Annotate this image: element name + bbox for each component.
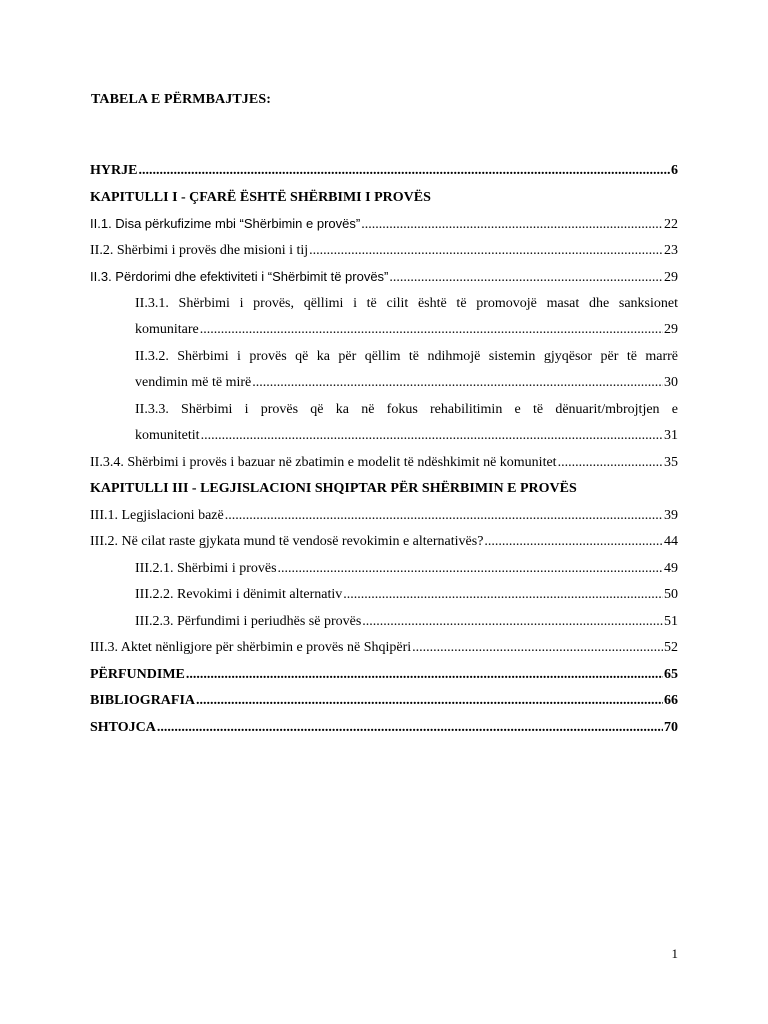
- toc-entry-label: II.2. Shërbimi i provës dhe misioni i tij: [90, 242, 309, 258]
- toc-entry-iii-2[interactable]: [90, 529, 678, 556]
- toc-entry-label: III.2. Në cilat raste gjykata mund të vendosë revokimin e alternativës?: [90, 534, 484, 549]
- toc-entry-label: II.1. Disa përkufizime mbi “Shërbimin e provës”: [90, 216, 361, 231]
- toc-entry-label-line2: komunitetit: [135, 428, 200, 443]
- toc-entry-label: III.2.3. Përfundimi i periudhës së provës: [135, 613, 362, 629]
- toc-entry-label: III.1. Legjislacioni bazë: [90, 507, 224, 523]
- toc-entry-label: HYRJE: [90, 163, 138, 178]
- toc-entry-ii-3[interactable]: [90, 264, 678, 291]
- leader-dots: [343, 582, 663, 609]
- toc-entry-shtojca[interactable]: [90, 715, 678, 742]
- toc-entry-page: 70: [664, 719, 678, 735]
- toc-entry-iii-2-1[interactable]: [90, 556, 678, 583]
- toc-entry-ii-1[interactable]: [90, 211, 678, 238]
- toc-entry-label: PËRFUNDIME: [90, 666, 185, 682]
- leader-dots: [225, 503, 663, 530]
- toc-entry-ii-2[interactable]: [90, 238, 678, 265]
- toc-entry-label-line2: komunitare: [135, 322, 199, 337]
- toc-entry-page: 65: [664, 666, 678, 682]
- toc-entry-page: 66: [664, 693, 678, 708]
- toc-entry-page: 30: [664, 375, 678, 390]
- toc-entry-label-line1: II.3.1. Shërbimi i provës, qëllimi i të cilit është të promovojë masat dhe sanksionet: [135, 295, 678, 311]
- leader-dots: [201, 423, 663, 450]
- toc-entry-page: 39: [664, 507, 678, 523]
- leader-dots: [138, 158, 670, 185]
- toc-entry-iii-3[interactable]: [90, 635, 678, 662]
- toc-entry-page: 23: [664, 242, 678, 258]
- toc-entry-label: II.3. Përdorimi dhe efektiviteti i “Shërbimit të provës”: [90, 269, 389, 284]
- toc-entry-label-line2: vendimin më të mirë: [135, 375, 252, 390]
- toc-entry-label: KAPITULLI III - LEGJISLACIONI SHQIPTAR PËR SHËRBIMIN E PROVËS: [90, 481, 577, 496]
- table-of-contents: [90, 158, 678, 741]
- toc-entry-iii-2-2[interactable]: [90, 582, 678, 609]
- leader-dots: [361, 212, 663, 238]
- leader-dots: [389, 265, 663, 291]
- toc-entry-page: 35: [664, 454, 678, 470]
- toc-entry-label-line1: II.3.3. Shërbimi i provës që ka në fokus rehabilitimin e të dënuarit/mbrojtjen e: [135, 401, 678, 417]
- toc-entry-label: KAPITULLI I - ÇFARË ËSHTË SHËRBIMI I PROVËS: [90, 189, 431, 205]
- toc-entry-label-line1: II.3.2. Shërbimi i provës që ka për qëllim të ndihmojë sistemin gjyqësor për të marrë: [135, 348, 678, 364]
- toc-entry-page: 31: [664, 428, 678, 443]
- toc-entry-label: SHTOJCA: [90, 719, 156, 735]
- toc-entry-bibliografia[interactable]: [90, 688, 678, 715]
- page-number: 1: [671, 946, 678, 961]
- leader-dots: [252, 370, 663, 397]
- toc-entry-page: 29: [664, 270, 678, 285]
- toc-entry-perfundime[interactable]: [90, 662, 678, 689]
- leader-dots: [200, 317, 663, 344]
- leader-dots: [157, 715, 663, 742]
- toc-entry-label: III.2.2. Revokimi i dënimit alternativ: [135, 587, 343, 602]
- toc-entry-page: 52: [664, 640, 678, 655]
- toc-title: TABELA E PËRMBAJTJES:: [91, 92, 271, 107]
- toc-entry-ii-3-2[interactable]: [90, 344, 678, 397]
- toc-entry-page: 49: [664, 560, 678, 576]
- toc-entry-page: 29: [664, 322, 678, 337]
- toc-entry-label: BIBLIOGRAFIA: [90, 693, 196, 708]
- toc-entry-ii-3-3[interactable]: [90, 397, 678, 450]
- toc-heading-kapitulli-iii[interactable]: [90, 476, 678, 503]
- toc-entry-ii-3-1[interactable]: [90, 291, 678, 344]
- toc-entry-page: 44: [664, 534, 678, 549]
- toc-entry-iii-2-3[interactable]: [90, 609, 678, 636]
- leader-dots: [558, 450, 663, 477]
- toc-entry-page: 51: [664, 613, 678, 629]
- toc-entry-label: II.3.4. Shërbimi i provës i bazuar në zbatimin e modelit të ndëshkimit në komunitet: [90, 454, 557, 470]
- toc-entry-iii-1[interactable]: [90, 503, 678, 530]
- toc-entry-label: III.3. Aktet nënligjore për shërbimin e provës në Shqipëri: [90, 640, 412, 655]
- toc-entry-hyrje[interactable]: [90, 158, 678, 185]
- leader-dots: [412, 635, 663, 662]
- leader-dots: [309, 238, 663, 265]
- toc-entry-page: 6: [671, 163, 678, 178]
- toc-heading-kapitulli-i[interactable]: [90, 185, 678, 212]
- leader-dots: [196, 688, 663, 715]
- toc-entry-page: 50: [664, 587, 678, 602]
- toc-entry-label: III.2.1. Shërbimi i provës: [135, 560, 277, 576]
- leader-dots: [484, 529, 663, 556]
- toc-entry-page: 22: [664, 217, 678, 232]
- leader-dots: [278, 556, 663, 583]
- leader-dots: [186, 662, 663, 689]
- leader-dots: [362, 609, 663, 636]
- toc-entry-ii-3-4[interactable]: [90, 450, 678, 477]
